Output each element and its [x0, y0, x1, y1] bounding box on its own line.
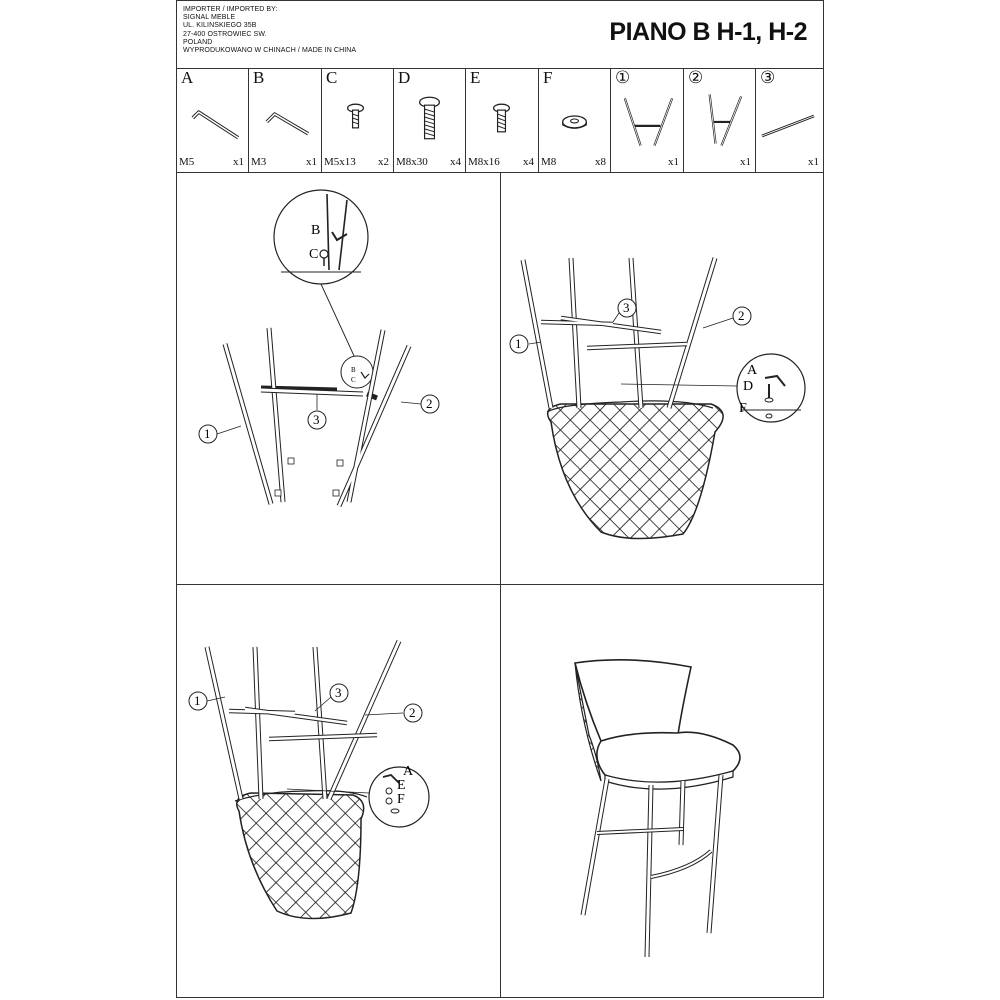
header [177, 1, 823, 69]
part-qty: x1 [306, 156, 317, 168]
part-size: M8x16 [468, 156, 500, 168]
part-qty: x1 [668, 156, 679, 168]
part-b [249, 68, 322, 172]
assembly-steps [177, 172, 823, 997]
crossbar-icon [756, 86, 823, 150]
callout-1: 1 [204, 426, 211, 441]
importer-line: SIGNAL MEBLE [183, 14, 236, 22]
part-f [539, 68, 611, 172]
part-qty: x4 [523, 156, 534, 168]
importer-line: UL. KILINSKIEGO 35B [183, 22, 257, 30]
step-2-illustration [501, 172, 823, 585]
part-qty: x2 [378, 156, 389, 168]
importer-line: POLAND [183, 38, 213, 46]
allen-key-icon [249, 86, 321, 150]
part-c [322, 68, 394, 172]
part-size: M5 [179, 156, 195, 168]
parts-list [177, 68, 823, 173]
part-label: ① [615, 68, 631, 87]
part-size: M5x13 [324, 156, 356, 168]
part-3 [756, 68, 823, 172]
part-label: ③ [760, 68, 776, 87]
product-title: PIANO B H-1, H-2 [609, 18, 807, 46]
part-size: M8 [541, 156, 557, 168]
short-screw-icon [322, 86, 393, 150]
zoom-label-f: F [397, 792, 405, 807]
callout-2: 2 [426, 396, 433, 411]
bolt-icon [466, 86, 538, 150]
importer-info [183, 6, 356, 55]
part-label: C [326, 68, 338, 87]
step-4 [501, 585, 823, 997]
callout-2: 2 [738, 308, 745, 323]
step-2 [501, 172, 823, 585]
zoom-label-b: B [311, 223, 321, 238]
callout-3: 3 [335, 685, 342, 700]
importer-line: WYPRODUKOWANO W CHINACH / MADE IN CHINA [183, 47, 357, 55]
leg-frame-2-icon [684, 86, 755, 150]
assembled-stool-illustration [501, 585, 823, 997]
part-label: ② [688, 68, 704, 87]
allen-key-icon [177, 86, 248, 150]
part-qty: x1 [233, 156, 244, 168]
importer-line: IMPORTER / IMPORTED BY: [183, 6, 278, 13]
zoom-label-d: D [743, 379, 754, 394]
part-qty: x8 [595, 156, 606, 168]
washer-icon [539, 86, 610, 150]
zoom-label-e: E [397, 778, 406, 793]
part-e [466, 68, 539, 172]
part-label: A [181, 68, 194, 87]
part-label: D [398, 68, 411, 87]
small-label-c: C [351, 376, 356, 384]
part-size: M3 [251, 156, 267, 168]
part-qty: x4 [450, 156, 461, 168]
instruction-sheet [176, 0, 824, 998]
importer-line: 27-400 OSTROWIEC SW. [183, 30, 267, 38]
part-2 [684, 68, 756, 172]
zoom-label-f: F [739, 401, 747, 416]
step-1 [177, 172, 501, 585]
part-d [394, 68, 466, 172]
part-label: E [470, 68, 481, 87]
leg-frame-1-icon [611, 86, 683, 150]
part-size: M8x30 [396, 156, 428, 168]
zoom-label-a: A [747, 363, 758, 378]
small-label-b: B [351, 366, 356, 374]
part-qty: x1 [808, 156, 819, 168]
callout-3: 3 [313, 412, 320, 427]
callout-3: 3 [623, 300, 630, 315]
step-3 [177, 585, 501, 997]
part-label: F [543, 68, 553, 87]
step-3-illustration [177, 585, 501, 997]
part-label: B [253, 68, 265, 87]
part-a [177, 68, 249, 172]
callout-2: 2 [409, 705, 416, 720]
part-qty: x1 [740, 156, 751, 168]
long-bolt-icon [394, 86, 465, 150]
step-1-illustration [177, 172, 501, 585]
zoom-label-c: C [309, 247, 319, 262]
part-1 [611, 68, 684, 172]
callout-1: 1 [515, 336, 522, 351]
callout-1: 1 [194, 693, 201, 708]
zoom-label-a: A [403, 764, 414, 779]
